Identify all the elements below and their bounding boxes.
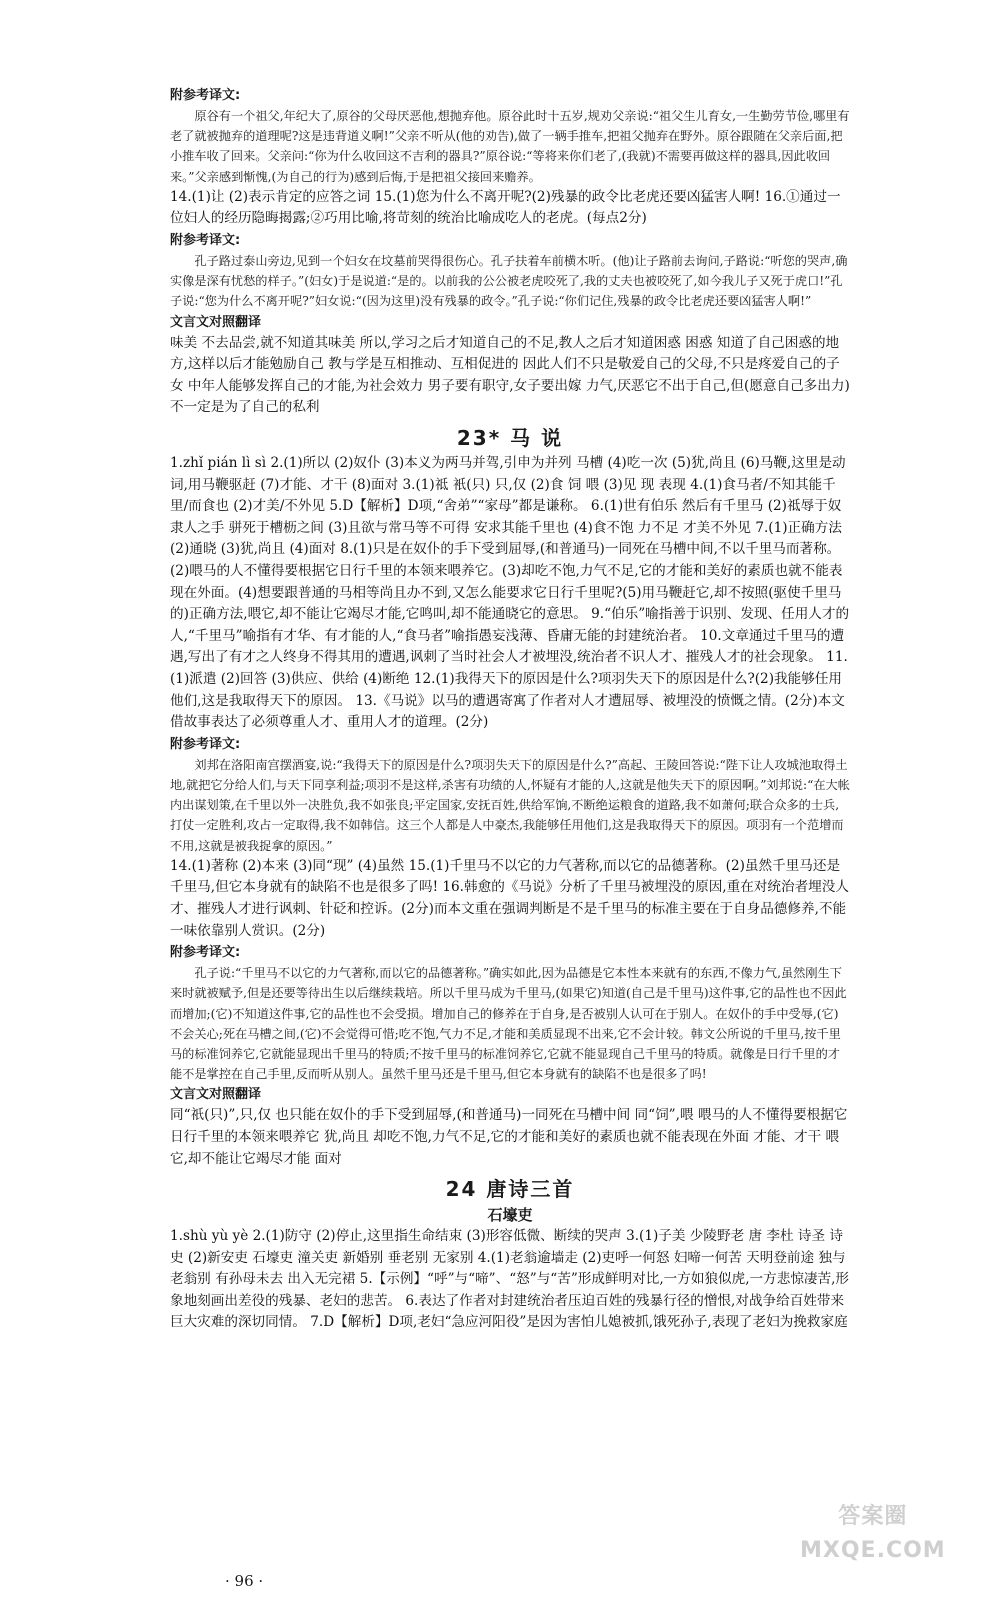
lesson-title: 23* 马 说 xyxy=(456,425,564,450)
ref-translation-heading: 附参考译文: xyxy=(170,736,241,752)
answer-text: 14.(1)让 (2)表示肯定的应答之词 15.(1)您为什么不离开呢?(2)残暴的政令比老虎还要凶猛害人啊! 16.①通过一位妇人的经历隐晦揭露;②巧用比喻,将苛刻的统治比喻成吃人的老虎。(每点2分) xyxy=(170,188,841,227)
contrast-text: 同“祇(只)”,只,仅 也只能在奴仆的手下受到屈辱,(和普通马)一同死在马槽中间 同“饲”,喂 喂马的人不懂得要根据它日行千里的本领来喂养它 犹,尚且 却吃不饱,力气不足,它的才能和美好的素质也就不能表现在外面 才能、才干 喂它,却不能让它竭尽才能 面对 xyxy=(170,1107,848,1167)
contrast-heading: 文言文对照翻译 xyxy=(170,1087,262,1103)
ref-translation-text: 孔子说:“千里马不以它的力气著称,而以它的品德著称。”确实如此,因为品德是它本性本来就有的东西,不像力气,虽然刚生下来时就被赋予,但是还要等待出生以后继续栽培。所以千里马成为千里马,(如果它)知道(自己是千里马)这件事,它的品性也不因此而增加;(它)不知道这件事,它的品性也不会受损。增加自己的修养在于自身,是否被别人认可在于别人。在奴仆的手中受辱,(它)不会关心;死在马槽之间,(它)不会觉得可惜;吃不饱,气力不足,才能和美质显现不出来,它不会计较。韩文公所说的千里马,按千里马的标准饲养它,它就能显现出千里马的特质;不按千里马的标准饲养它,它就不能显现自己千里马的特质。就像是日行千里的才能不是掌控在自己手里,反而听从别人。虽然千里马还是千里马,但它本身就有的缺陷不也是很多了吗! xyxy=(170,966,847,1082)
watermark-logo xyxy=(800,1500,946,1568)
contrast-text: 味美 不去品尝,就不知道其味美 所以,学习之后才知道自己的不足,教人之后才知道困惑 困惑 知道了自己困惑的地方,这样以后才能勉励自己 教与学是互相推动、互相促进的 因此人们不只是敬爱自己的父母,不只是疼爱自己的子女 中年人能够发挥自己的才能,为社会效力 男子要有职守,女子要出嫁 力气,厌恶它不出于自己,但(愿意自己多出力)不一定是为了自己的私利 xyxy=(170,334,850,416)
answer-text: 1.zhǐ pián lì sì 2.(1)所以 (2)奴仆 (3)本义为两马并驾,引申为并列 马槽 (4)吃一次 (5)犹,尚且 (6)马鞭,这里是动词,用马鞭驱赶 (7)才能、才干 (8)面对 3.(1)祗 衹(只) 只,仅 (2)食 饲 喂 (3)见 现 表现 4.(1)食马者/不知其能千里/而食也 (2)才美/不外见 5.D【解析】D项,“舍弟”“家母”都是谦称。 6.(1)世有伯乐 然后有千里马 (2)祗辱于奴隶人之手 骈死于槽枥之间 (3)且欲与常马等不可得 安求其能千里也 (4)食不饱 力不足 才美不外见 7.(1)正确方法 (2)通晓 (3)犹,尚且 (4)面对 8.(1)只是在奴仆的手下受到屈辱,(和普通马)一同死在马槽中间,不以千里马而著称。(2)喂马的人不懂得要根据它日行千里的本领来喂养它。(3)却吃不饱,力气不足,它的才能和美好的素质也就不能表现在外面。(4)想要跟普通的马相等尚且办不到,又怎么能要求它日行千里呢?(5)用马鞭赶它,却不按照(驱使千里马的)正确方法,喂它,却不能让它竭尽才能,它鸣叫,却不能通晓它的意思。 9.“伯乐”喻指善于识别、发现、任用人才的人,“千里马”喻指有才华、有才能的人,“食马者”喻指愚妄浅薄、昏庸无能的封建统治者。 10.文章通过千里马的遭遇,写出了有才之人终身不得其用的遭遇,讽刺了当时社会人才被埋没,统治者不识人才、摧残人才的社会现象。 11.(1)派遣 (2)回答 (3)供应、供给 (4)断绝 12.(1)我得天下的原因是什么?项羽失天下的原因是什么?(2)我能够任用他们,这是我取得天下的原因。 13.《马说》以马的遭遇寄寓了作者对人才遭屈辱、被埋没的愤慨之情。(2分)本文借故事表达了必须尊重人才、重用人才的道理。(2分) xyxy=(170,454,850,731)
section-23 xyxy=(170,423,850,1170)
ref-translation-heading: 附参考译文: xyxy=(170,945,241,961)
poem-title: 石壕吏 xyxy=(487,1206,533,1225)
ref-translation-text: 原谷有一个祖父,年纪大了,原谷的父母厌恶他,想抛弃他。原谷此时十五岁,规劝父亲说:“祖父生儿育女,一生勤劳节俭,哪里有老了就被抛弃的道理呢?这是违背道义啊!”父亲不听从(他的劝告),做了一辆手推车,把祖父抛弃在野外。原谷跟随在父亲后面,把小推车收了回来。父亲问:“你为什么收回这不吉利的器具?”原谷说:“等将来你们老了,(我就)不需要再做这样的器具,因此收回来。”父亲感到惭愧,(为自己的行为)感到后悔,于是把祖父接回来赡养。 xyxy=(170,109,850,184)
ref-translation-heading: 附参考译文: xyxy=(170,233,241,248)
section-prev xyxy=(170,87,850,419)
watermark-cn: 答案圈 xyxy=(838,1504,908,1529)
lesson-title: 24 唐诗三首 xyxy=(445,1177,575,1202)
ref-translation-text: 孔子路过泰山旁边,见到一个妇女在坟墓前哭得很伤心。孔子扶着车前横木听。(他)让子路前去询问,子路说:“听您的哭声,确实像是深有忧愁的样子。”(妇女)于是说道:“是的。以前我的公公被老虎咬死了,我的丈夫也被咬死了,如今我儿子又死于虎口!”孔子说:“您为什么不离开呢?”妇女说:“(因为这里)没有残暴的政令。”孔子说:“你们记住,残暴的政令比老虎还要凶猛害人啊!” xyxy=(170,254,848,309)
contrast-heading: 文言文对照翻译 xyxy=(170,314,262,330)
ref-translation-text: 刘邦在洛阳南宫摆酒宴,说:“我得天下的原因是什么?项羽失天下的原因是什么?”高起、王陵回答说:“陛下让人攻城池取得土地,就把它分给人们,与天下同享利益;项羽不是这样,杀害有功绩的人,怀疑有才能的人,这就是他失天下的原因啊。”刘邦说:“在大帐内出谋划策,在千里以外一决胜负,我不如张良;平定国家,安抚百姓,供给军饷,不断绝运粮食的道路,我不如萧何;联合众多的士兵,打仗一定胜利,攻占一定取得,我不如韩信。这三个人都是人中豪杰,我能够任用他们,这是我取得天下的原因。项羽有一个范增而不用,这就是被我捉拿的原因。” xyxy=(170,757,850,853)
page-number: · 96 · xyxy=(225,1572,264,1590)
answer-page xyxy=(170,85,850,1334)
watermark-en: MXQE.COM xyxy=(800,1538,946,1563)
section-24 xyxy=(170,1174,850,1334)
ref-translation-heading: 附参考译文: xyxy=(170,88,241,103)
answer-text: 1.shù yù yè 2.(1)防守 (2)停止,这里指生命结束 (3)形容低微、断续的哭声 3.(1)子美 少陵野老 唐 李杜 诗圣 诗史 (2)新安吏 石壕吏 潼关吏 新婚别 垂老别 无家别 4.(1)老翁逾墙走 (2)吏呼一何怒 妇啼一何苦 天明登前途 独与老翁别 有孙母未去 出入无完裙 5.【示例】“呼”与“啼”、“怒”与“苦”形成鲜明对比,一方如狼似虎,一方悲惊凄苦,形象地刻画出差役的残暴、老妇的悲苦。 6.表达了作者对封建统治者压迫百姓的残暴行径的憎恨,对战争给百姓带来巨大灾难的深切同情。 7.D【解析】D项,老妇“急应河阳役”是因为害怕儿媳被抓,饿死孙子,表现了老妇为挽救家庭 xyxy=(170,1228,850,1331)
answer-text: 14.(1)著称 (2)本来 (3)同“现” (4)虽然 15.(1)千里马不以它的力气著称,而以它的品德著称。(2)虽然千里马还是千里马,但它本身就有的缺陷不也是很多了吗! 16.韩愈的《马说》分析了千里马被埋没的原因,重在对统治者埋没人才、摧残人才进行讽刺、针砭和控诉。(2分)而本文重在强调判断是不是千里马的标准主要在于自身品德修养,不能一味依靠别人赏识。(2分) xyxy=(170,857,849,939)
